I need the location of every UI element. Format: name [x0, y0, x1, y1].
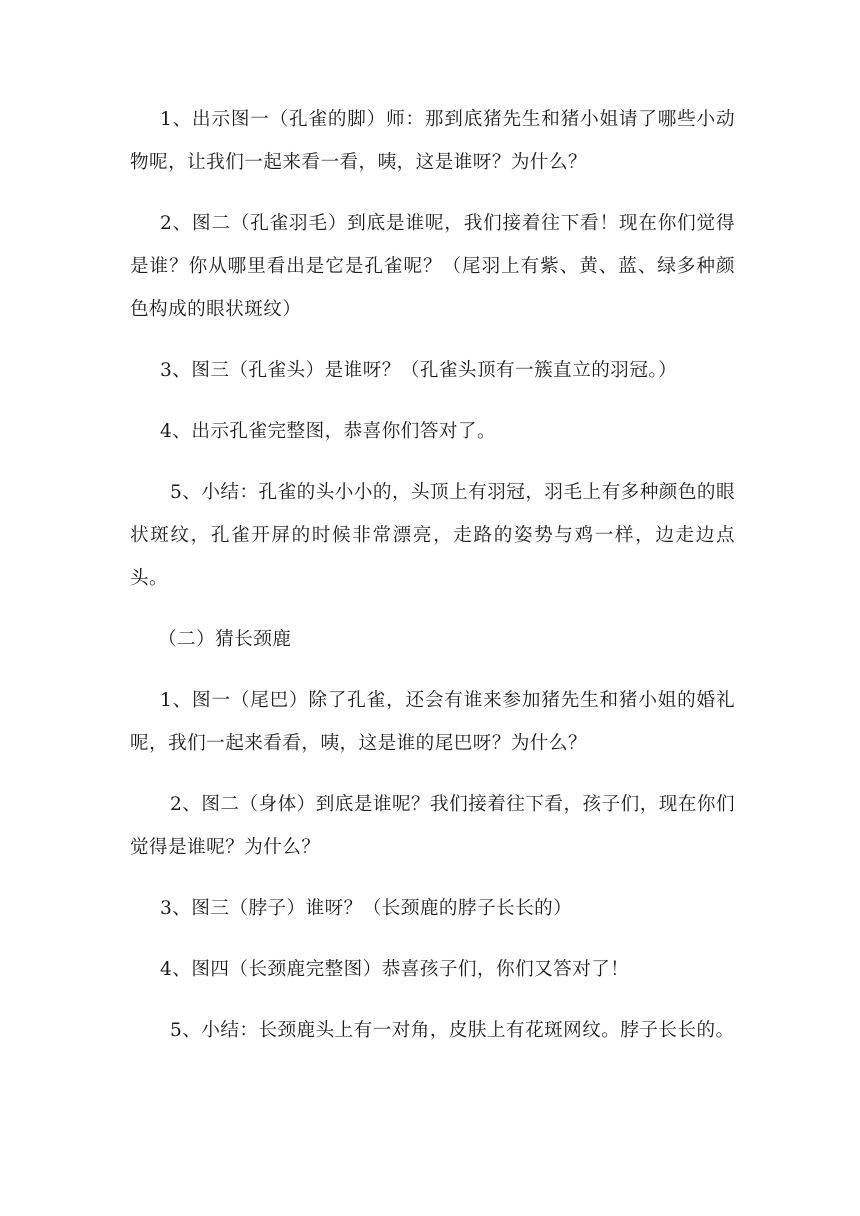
section-heading-giraffe: （二）猜长颈鹿 — [158, 629, 292, 650]
paragraph-peacock-step3: 3、图三（孔雀头）是谁呀？（孔雀头顶有一簇直立的羽冠。） — [160, 360, 678, 381]
paragraph-peacock-step4: 4、出示孔雀完整图，恭喜你们答对了。 — [160, 421, 497, 442]
paragraph-giraffe-step3: 3、图三（脖子）谁呀？（长颈鹿的脖子长长的） — [160, 898, 573, 919]
document-page — [130, 98, 735, 1070]
paragraph-peacock-summary: 5、小结：孔雀的头小小的，头顶上有羽冠，羽毛上有多种颜色的眼状斑纹，孔雀开屏的时候非常漂亮，走路的姿势与鸡一样，边走边点头。 — [130, 482, 735, 589]
paragraph-giraffe-step2: 2、图二（身体）到底是谁呢？我们接着往下看，孩子们，现在你们觉得是谁呢？为什么？ — [130, 794, 735, 858]
paragraph-peacock-step2: 2、图二（孔雀羽毛）到底是谁呢，我们接着往下看！现在你们觉得是谁？你从哪里看出是它是孔雀呢？（尾羽上有紫、黄、蓝、绿多种颜色构成的眼状斑纹） — [130, 213, 735, 320]
paragraph-giraffe-step4: 4、图四（长颈鹿完整图）恭喜孩子们，你们又答对了！ — [160, 959, 630, 980]
paragraph-giraffe-step1: 1、图一（尾巴）除了孔雀，还会有谁来参加猪先生和猪小姐的婚礼呢，我们一起来看看，咦，这是谁的尾巴呀？为什么？ — [130, 690, 735, 754]
paragraph-peacock-step1: 1、出示图一（孔雀的脚）师：那到底猪先生和猪小姐请了哪些小动物呢，让我们一起来看一看，咦，这是谁呀？为什么？ — [130, 109, 735, 173]
paragraph-giraffe-summary: 5、小结：长颈鹿头上有一对角，皮肤上有花斑网纹。脖子长长的。 — [170, 1020, 735, 1041]
